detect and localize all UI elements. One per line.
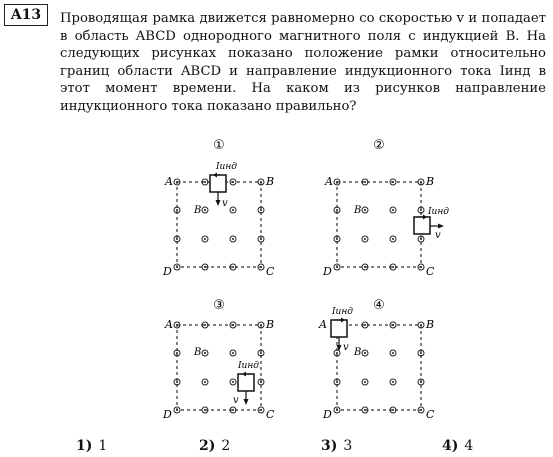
field-label: B [194, 347, 202, 358]
corner-a: A [319, 318, 327, 331]
answer-option-3[interactable]: 3) 3 [321, 438, 353, 454]
corner-d: D [163, 408, 172, 421]
figure-4 [310, 295, 450, 440]
velocity-label: v [233, 395, 239, 406]
conducting-frame [238, 374, 254, 391]
field-label: B [194, 205, 202, 216]
field-label: B [354, 347, 362, 358]
corner-c: C [266, 408, 275, 421]
current-label: Iинд [216, 162, 237, 172]
corner-a: A [325, 175, 333, 188]
current-label: Iинд [332, 307, 353, 317]
field-label: B [354, 205, 362, 216]
velocity-label: v [222, 198, 228, 209]
corner-a: A [165, 318, 173, 331]
figure-number: ① [213, 138, 225, 153]
corner-b: B [266, 318, 275, 331]
figure-2 [310, 135, 450, 280]
corner-b: B [266, 175, 275, 188]
answer-option-4[interactable]: 4) 4 [442, 438, 474, 454]
corner-b: B [426, 175, 435, 188]
current-label: Iинд [428, 207, 449, 217]
answer-option-1[interactable]: 1) 1 [76, 438, 108, 454]
velocity-label: v [343, 342, 349, 353]
figure-1 [150, 135, 280, 280]
velocity-label: v [435, 230, 441, 241]
task-text: Проводящая рамка движется равномерно со скоростью v и попадает в область ABCD однородного магнитного поля с индукцией B. На следующих рисунках показано положение рамки относительно границ области ABCD и направление индукционного тока Iинд в этот момент времени. На каком из рисунков направление индукционного тока показано правильно? [60, 11, 546, 114]
corner-c: C [426, 265, 435, 278]
corner-c: C [266, 265, 275, 278]
answer-option-2[interactable]: 2) 2 [199, 438, 231, 454]
corner-b: B [426, 318, 435, 331]
conducting-frame [331, 320, 347, 337]
conducting-frame [210, 175, 226, 192]
task-label: A13 [4, 4, 48, 26]
corner-a: A [165, 175, 173, 188]
corner-d: D [323, 265, 332, 278]
corner-d: D [163, 265, 172, 278]
figure-number: ③ [213, 298, 225, 313]
figure-number: ② [373, 138, 385, 153]
figure-number: ④ [373, 298, 385, 313]
corner-d: D [323, 408, 332, 421]
corner-c: C [426, 408, 435, 421]
figure-3 [150, 295, 280, 440]
conducting-frame [414, 217, 430, 234]
current-label: Iинд [238, 361, 259, 371]
